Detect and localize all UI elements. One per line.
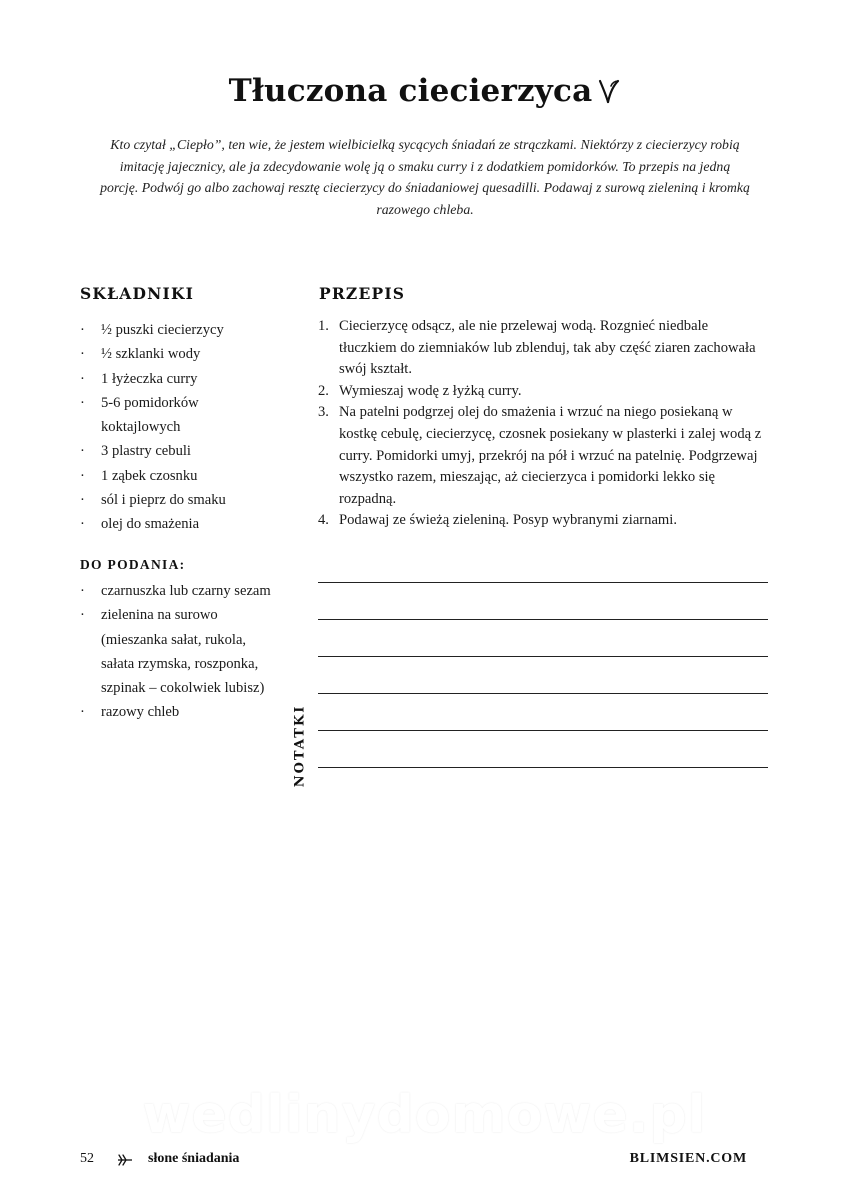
list-item: · zielenina na surowo (mieszanka sałat, rukola, sałata rzymska, roszponka, szpinak – cokolwiek lubisz)	[80, 607, 265, 697]
note-line[interactable]	[318, 656, 768, 657]
list-item: · ½ szklanki wody	[80, 346, 201, 363]
page-number: 52	[80, 1151, 94, 1166]
list-item: 4. Podawaj ze świeżą zieleniną. Posyp wybranymi ziarnami.	[318, 512, 677, 529]
serving-heading: DO PODANIA:	[80, 557, 186, 572]
list-item: · 5-6 pomidorków koktajlowych	[80, 394, 199, 436]
site-url[interactable]: BLIMSIEN.COM	[629, 1151, 747, 1166]
list-item: · sól i pieprz do smaku	[80, 492, 226, 509]
list-item: · czarnuszka lub czarny sezam	[80, 583, 271, 599]
section-name: słone śniadania	[148, 1151, 240, 1166]
vegan-v-leaf-icon	[598, 74, 620, 109]
list-item: · 1 ząbek czosnku	[80, 467, 198, 484]
watermark: wedlinydomowe.pl	[142, 1085, 707, 1145]
title-text: Tłuczona ciecierzyca	[228, 73, 593, 109]
ingredients-list	[80, 318, 290, 537]
page-title	[0, 73, 849, 109]
note-line[interactable]	[318, 619, 768, 620]
list-item: 3. Na patelni podgrzej olej do smażenia i wrzuć na niego posiekaną w kostkę cebulę, ciecierzycę, czosnek posiekany w plasterki i zalej wodą z curry. Pomidorki umyj, przekrój na pół i wrzuć na patelnię. Podgrzewaj wszystko razem, mieszając, aż ciecierzyca i pomidorki lekko się rozpadną.	[318, 404, 762, 507]
note-line[interactable]	[318, 767, 768, 768]
list-item: 2. Wymieszaj wodę z łyżką curry.	[318, 382, 522, 399]
note-line[interactable]	[318, 582, 768, 583]
recipe-heading: PRZEPIS	[319, 284, 406, 303]
list-item: · ½ puszki ciecierzycy	[80, 322, 224, 338]
ingredients-heading: SKŁADNIKI	[80, 284, 195, 303]
intro-paragraph: Kto czytał „Ciepło”, ten wie, że jestem wielbicielką sycących śniadań ze strączkami. Niektórzy z ciecierzycy robią imitację jajecznicy, ale ja zdecydowanie wolę ją o smaku curry i z dodatkiem pomidorków. To przepis na jedną porcję. Podwój go albo zachowaj resztę ciecierzycy do śniadaniowej quesadilli. Podawaj z surową zieleniną i kromką razowego chleba.	[100, 137, 750, 217]
serving-list	[80, 579, 280, 725]
note-line[interactable]	[318, 730, 768, 731]
list-item: · 3 plastry cebuli	[80, 443, 191, 460]
sprig-icon	[116, 1152, 134, 1168]
list-item: · olej do smażenia	[80, 516, 200, 533]
notes-label: NOTATKI	[292, 704, 308, 788]
list-item: · razowy chleb	[80, 704, 180, 721]
recipe-steps	[318, 316, 768, 532]
note-line[interactable]	[318, 693, 768, 694]
list-item: · 1 łyżeczka curry	[80, 370, 198, 387]
list-item: 1. Ciecierzycę odsącz, ale nie przelewaj wodą. Rozgnieć niedbale tłuczkiem do ziemniaków lub zblenduj, tak aby część ziaren zachowała swój kształt.	[318, 318, 756, 378]
